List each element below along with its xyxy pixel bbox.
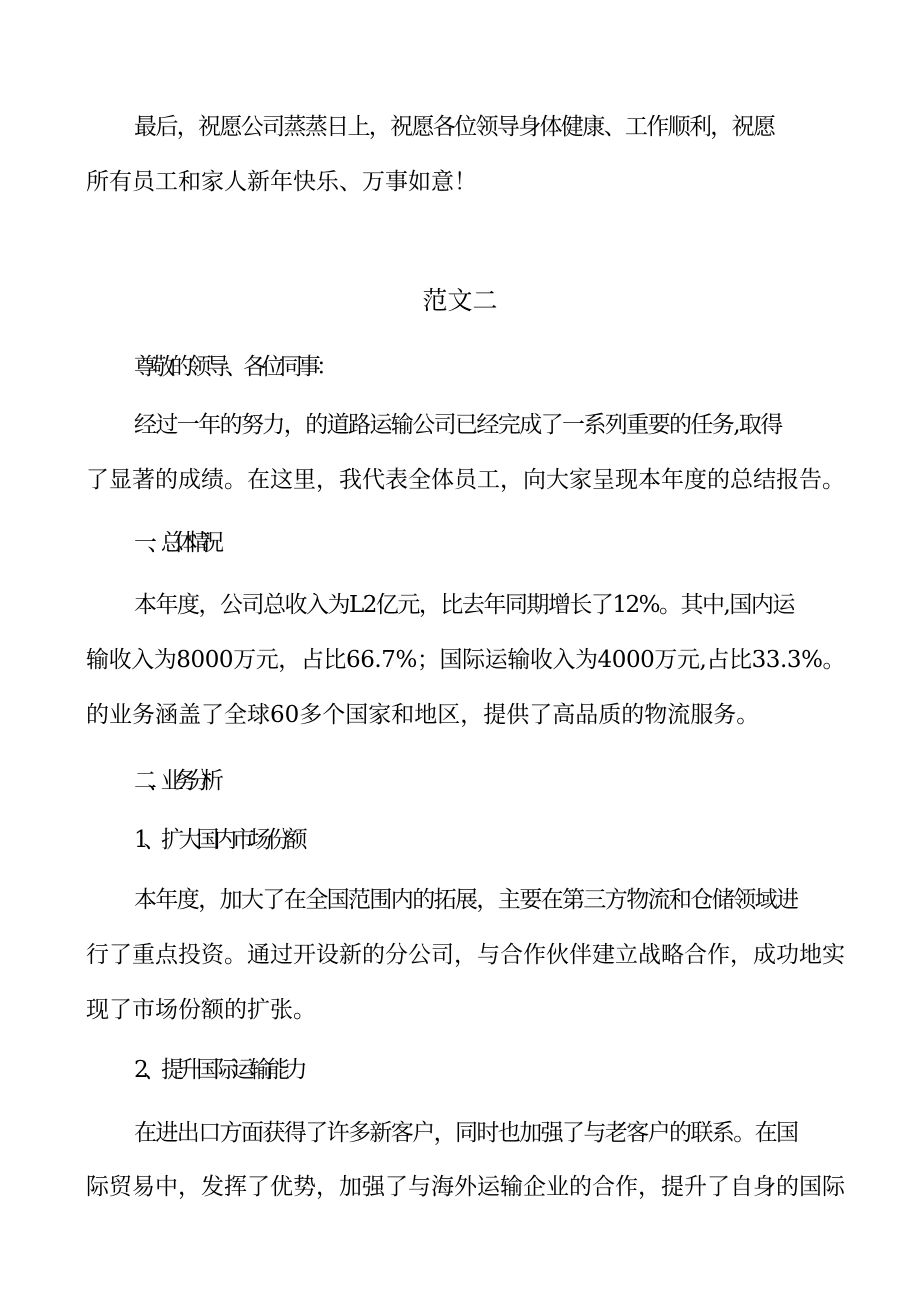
section-title: 范文二 xyxy=(422,286,498,315)
greeting: 尊敬的领导、各位同事： xyxy=(134,354,335,380)
overall-line-2: 输收入为8000万元，占比66.7%；国际运输收入为4000万元,占比33.3%。 xyxy=(86,647,846,673)
closing-line-2: 所有员工和家人新年快乐、万事如意！ xyxy=(86,169,477,195)
closing-line-1: 最后，祝愿公司蒸蒸日上，祝愿各位领导身体健康、工作顺利，祝愿 xyxy=(134,114,775,140)
international-line-2: 际贸易中，发挥了优势，加强了与海外运输企业的合作，提升了自身的国际 xyxy=(86,1174,845,1200)
heading-overall: 一、总体情况 xyxy=(134,530,215,556)
heading-business-analysis: 二、业务分析 xyxy=(134,768,215,794)
international-line-1: 在进出口方面获得了许多新客户，同时也加强了与老客户的联系。在国 xyxy=(134,1120,798,1146)
domestic-line-2: 行了重点投资。通过开设新的分公司，与合作伙伴建立战略合作，成功地实 xyxy=(86,942,845,968)
intro-line-2: 了显著的成绩。在这里，我代表全体员工，向大家呈现本年度的总结报告。 xyxy=(86,467,845,493)
overall-line-1: 本年度，公司总收入为L2亿元，比去年同期增长了12%。其中,国内运 xyxy=(134,592,794,618)
subheading-domestic: 1、扩大国内市场份额 xyxy=(134,827,303,853)
domestic-line-1: 本年度，加大了在全国范围内的拓展，主要在第三方物流和仓储领域进 xyxy=(134,887,798,913)
overall-line-3: 的业务涵盖了全球60多个国家和地区，提供了高品质的物流服务。 xyxy=(86,702,760,728)
intro-line-1: 经过一年的努力，的道路运输公司已经完成了一系列重要的任务,取得 xyxy=(134,412,782,438)
domestic-line-3: 现了市场份额的扩张。 xyxy=(86,997,316,1023)
subheading-international: 2、提升国际运输能力 xyxy=(134,1057,303,1083)
